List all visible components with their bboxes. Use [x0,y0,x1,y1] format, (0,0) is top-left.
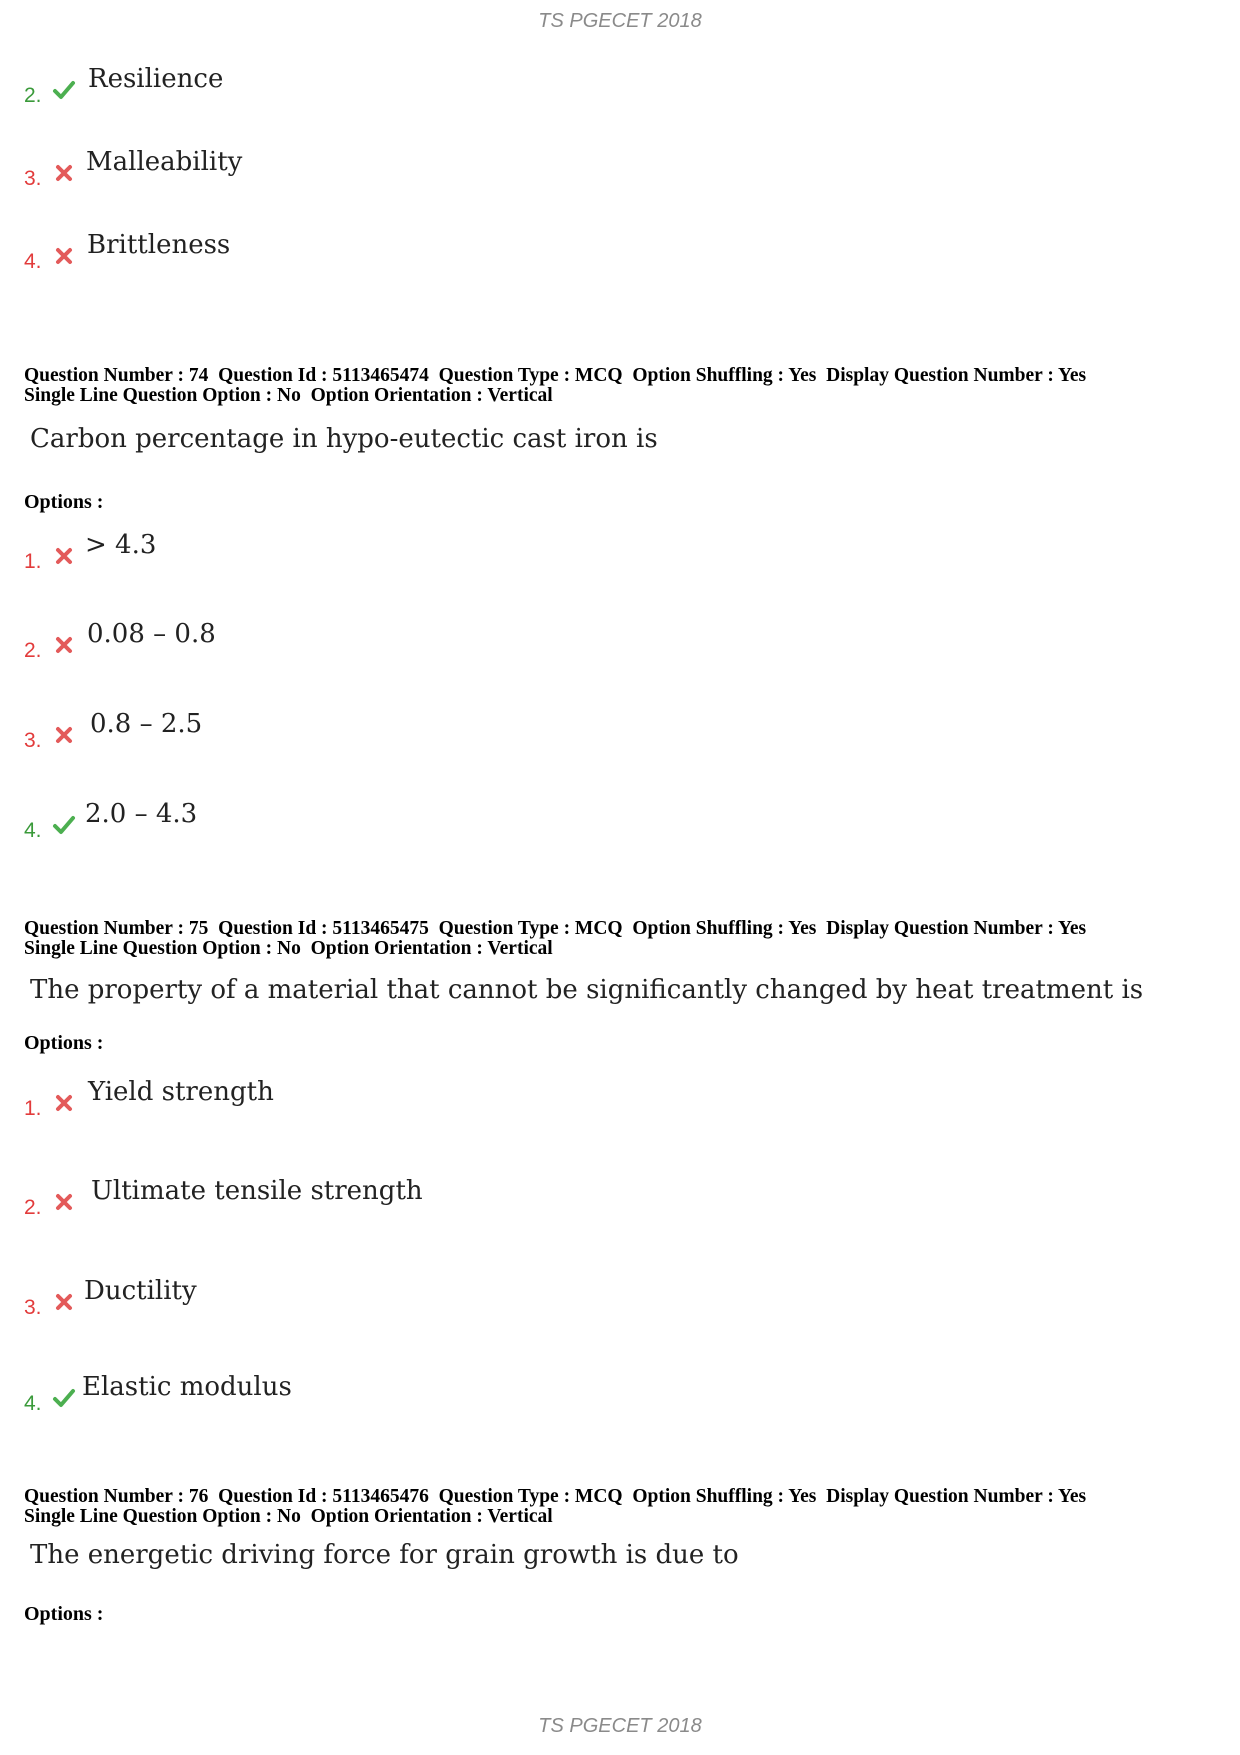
option-number: 2. [24,1196,42,1219]
options-label: Options : [24,1032,104,1054]
option-number: 1. [24,550,42,573]
cross-icon [52,723,76,747]
cross-icon [52,544,76,568]
option-text: Ductility [84,1276,197,1306]
cross-icon [52,633,76,657]
question-meta-line-1: Question Number : 74 Question Id : 5113465474 Question Type : MCQ Option Shuffling : Yes Display Question Number : Yes [24,365,1087,386]
option-text: Resilience [88,64,224,94]
question-meta [24,919,1224,959]
cross-icon [52,244,76,268]
option-text: Brittleness [87,230,231,260]
option-text: 2.0 – 4.3 [85,799,198,829]
question-meta-line-2: Single Line Question Option : No Option Orientation : Vertical [24,1506,553,1527]
check-icon [52,813,76,837]
option-number: 2. [24,639,42,662]
check-icon [52,78,76,102]
option-number: 4. [24,1392,42,1415]
option-text: Ultimate tensile strength [91,1176,423,1206]
question-text: Carbon percentage in hypo-eutectic cast iron is [30,424,658,454]
check-icon [52,1386,76,1410]
cross-icon [52,1290,76,1314]
option-number: 3. [24,167,42,190]
cross-icon [52,1190,76,1214]
question-meta-line-2: Single Line Question Option : No Option Orientation : Vertical [24,385,553,406]
cross-icon [52,1091,76,1115]
option-text: Elastic modulus [82,1372,292,1402]
option-text: > 4.3 [85,530,157,560]
option-text: 0.08 – 0.8 [87,619,216,649]
question-text: The energetic driving force for grain growth is due to [30,1540,739,1570]
option-number: 3. [24,729,42,752]
question-meta-line-1: Question Number : 76 Question Id : 5113465476 Question Type : MCQ Option Shuffling : Yes Display Question Number : Yes [24,1486,1087,1507]
question-meta-line-2: Single Line Question Option : No Option Orientation : Vertical [24,938,553,959]
page-header: TS PGECET 2018 [538,10,702,32]
options-label: Options : [24,1603,104,1625]
option-number: 2. [24,84,42,107]
option-text: 0.8 – 2.5 [90,709,203,739]
question-text: The property of a material that cannot be significantly changed by heat treatment is [30,975,1144,1005]
page-footer: TS PGECET 2018 [538,1715,702,1737]
question-meta [24,366,1224,406]
option-text: Malleability [86,147,243,177]
option-text: Yield strength [88,1077,274,1107]
question-meta [24,1487,1224,1527]
options-label: Options : [24,491,104,513]
option-number: 4. [24,819,42,842]
option-number: 1. [24,1097,42,1120]
option-number: 4. [24,250,42,273]
cross-icon [52,161,76,185]
question-meta-line-1: Question Number : 75 Question Id : 5113465475 Question Type : MCQ Option Shuffling : Yes Display Question Number : Yes [24,918,1087,939]
option-number: 3. [24,1296,42,1319]
